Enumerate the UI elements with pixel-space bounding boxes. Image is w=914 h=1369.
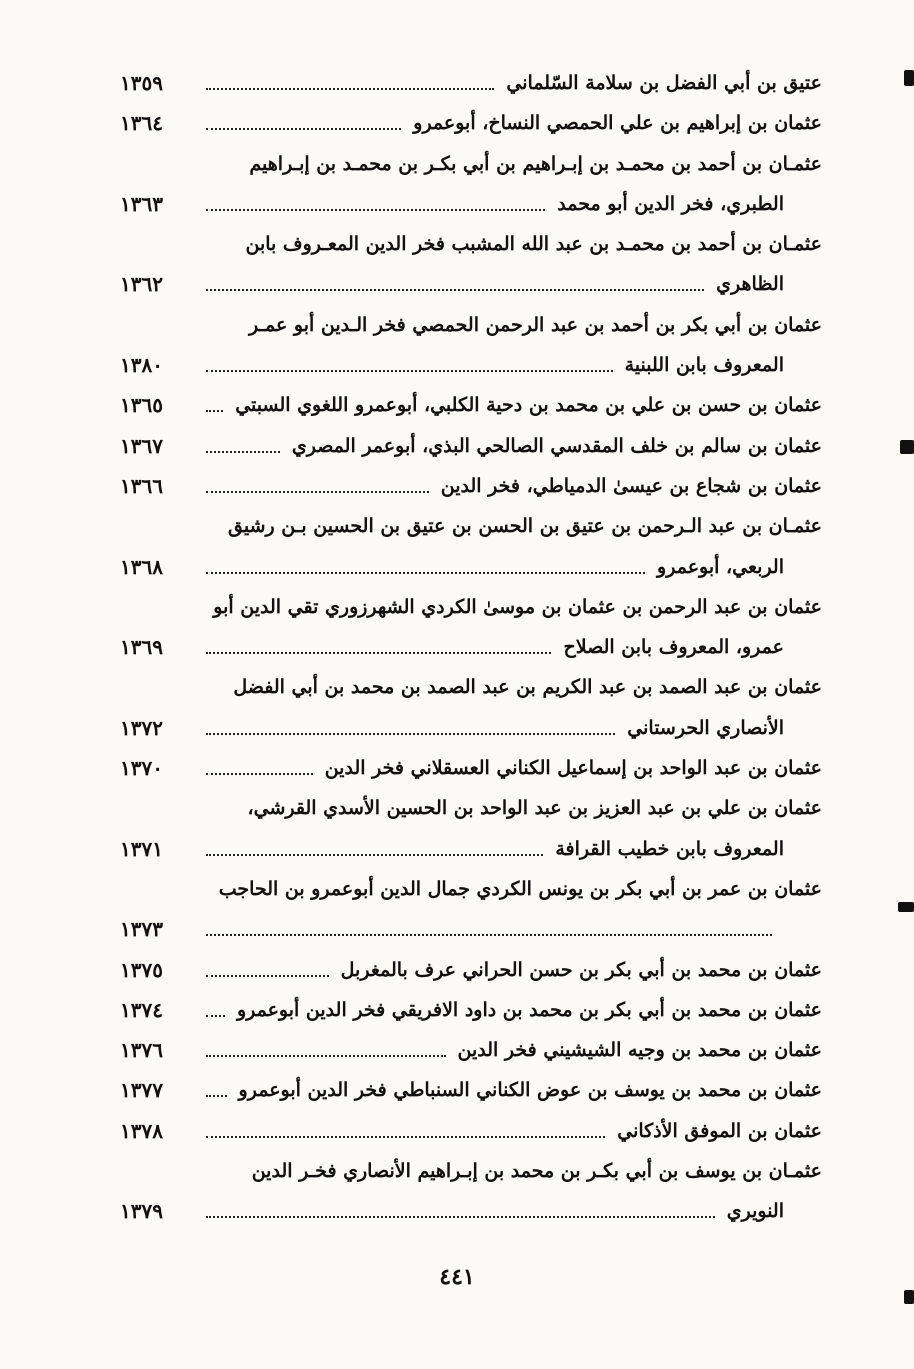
entry-number: ١٣٦٣ <box>120 191 163 216</box>
entry-text: عثمان بن عمر بن أبي بكر بن يونس الكردي جمال الدين أبوعمرو بن الحاجب <box>218 877 822 900</box>
margin-mark <box>898 902 914 912</box>
index-line <box>120 388 822 428</box>
entry-number: ١٣٨٠ <box>120 353 163 378</box>
entry-number: ١٣٦٤ <box>120 111 163 136</box>
index-line <box>120 267 822 307</box>
index-line <box>120 670 822 710</box>
entry-text: عثمان بن محمد بن يوسف بن عوض الكناني السنباطي فخر الدين أبوعمرو <box>238 1079 822 1102</box>
margin-mark <box>904 70 914 86</box>
entry-number: ١٣٧٨ <box>120 1118 163 1143</box>
entry-text: عثمـان بن أحمد بن محمـد بن عبد الله المشبب فخر الدين المعـروف بابن <box>245 233 822 256</box>
index-line <box>120 66 822 106</box>
index-line <box>120 872 822 912</box>
entry-text: عثمان بن أبي بكر بن أحمد بن عبد الرحمن الحمصي فخر الـدين أبو عمـر <box>248 313 822 336</box>
index-line <box>120 429 822 469</box>
dot-leader <box>206 773 313 775</box>
index-line <box>120 993 822 1033</box>
entry-number: ١٣٦٢ <box>120 272 163 297</box>
index-line <box>120 147 822 187</box>
index-line <box>120 630 822 670</box>
entry-number: ١٣٧٤ <box>120 997 163 1022</box>
index-line <box>120 1114 822 1154</box>
entry-text: عثمان بن عبد الواحد بن إسماعيل الكناني العسقلاني فخر الدين <box>324 757 822 780</box>
dot-leader <box>206 934 772 936</box>
dot-leader <box>206 652 551 654</box>
entry-text: عثمان بن علي بن عبد العزيز بن عبد الواحد بن الحسين الأسدي القرشي، <box>247 797 822 820</box>
entry-number: ١٣٥٩ <box>120 71 163 95</box>
index-line <box>120 590 822 630</box>
entry-number: ١٣٧١ <box>120 836 163 861</box>
index-line <box>120 1194 822 1234</box>
dot-leader <box>206 1095 227 1097</box>
index-list <box>120 66 822 1235</box>
index-line <box>120 832 822 872</box>
entry-text: المعروف بابن اللبنية <box>624 354 784 377</box>
dot-leader <box>206 1136 605 1138</box>
entry-text: النويري <box>726 1200 784 1223</box>
dot-leader <box>206 451 280 453</box>
entry-number: ١٣٧٧ <box>120 1078 163 1103</box>
entry-text: عثمـان بن أحمد بن محمـد بن إبـراهيم بن أبي بكـر بن محمـد بن إبـراهيم <box>249 152 822 175</box>
entry-text: عمرو، المعروف بابن الصلاح <box>563 636 784 659</box>
index-line <box>120 1154 822 1194</box>
entry-number: ١٣٦٦ <box>120 473 163 498</box>
entry-text: عثمان بن محمد بن وجيه الشيشيني فخر الدين <box>457 1039 822 1062</box>
entry-number: ١٣٧٩ <box>120 1199 163 1224</box>
dot-leader <box>206 88 494 90</box>
entry-text: عثمان بن عبد الصمد بن عبد الكريم بن عبد الصمد بن محمد بن أبي الفضل <box>233 676 822 699</box>
dot-leader <box>206 733 615 735</box>
entry-number: ١٣٦٩ <box>120 635 163 660</box>
entry-text: عثمان بن الموفق الأذكاني <box>617 1119 822 1142</box>
dot-leader <box>206 289 704 291</box>
entry-number: ١٣٦٥ <box>120 393 163 418</box>
dot-leader <box>206 209 545 211</box>
entry-number: ١٣٦٧ <box>120 433 163 458</box>
entry-number: ١٣٦٨ <box>120 554 163 579</box>
index-line <box>120 711 822 751</box>
entry-text: الربعي، أبوعمرو <box>657 555 784 578</box>
index-line <box>120 791 822 831</box>
index-line <box>120 1033 822 1073</box>
index-line <box>120 1073 822 1113</box>
index-line <box>120 953 822 993</box>
entry-number: ١٣٧٦ <box>120 1038 163 1063</box>
page-number: ٤٤١ <box>439 1264 475 1290</box>
entry-number: ١٣٧٥ <box>120 957 163 982</box>
index-line <box>120 509 822 549</box>
entry-text: الأنصاري الحرستاني <box>627 716 784 739</box>
dot-leader <box>206 854 543 856</box>
entry-text: عثمـان بن عبد الـرحمن بن عتيق بن الحسن بن عتيق بن الحسين بـن رشيق <box>228 515 822 538</box>
index-line <box>120 550 822 590</box>
dot-leader <box>206 410 223 412</box>
entry-number: ١٣٧٠ <box>120 756 163 781</box>
entry-text: عثمان بن عبد الرحمن بن عثمان بن موسىٰ الكردي الشهرزوري تقي الدين أبو <box>213 595 822 618</box>
entry-text: عثمان بن محمد بن أبي بكر بن حسن الحراني عرف بالمغربل <box>340 958 822 981</box>
index-line <box>120 469 822 509</box>
entry-text: الظاهري <box>716 273 784 296</box>
entry-number: ١٣٧٢ <box>120 715 163 740</box>
entry-number: ١٣٧٣ <box>120 917 163 942</box>
dot-leader <box>206 975 329 977</box>
dot-leader <box>206 1216 715 1218</box>
dot-leader <box>206 370 613 372</box>
entry-text: الطبري، فخر الدين أبو محمد <box>557 192 784 215</box>
index-line <box>120 751 822 791</box>
dot-leader <box>206 1015 225 1017</box>
index-line <box>120 348 822 388</box>
margin-mark <box>900 440 914 454</box>
dot-leader <box>206 572 645 574</box>
entry-text: عثمان بن شجاع بن عيسىٰ الدمياطي، فخر الدين <box>440 474 822 497</box>
entry-text: عتيق بن أبي الفضل بن سلامة السّلماني <box>506 72 822 94</box>
dot-leader <box>206 128 401 130</box>
index-line <box>120 912 822 952</box>
index-line <box>120 106 822 146</box>
entry-text: عثمان بن إبراهيم بن علي الحمصي النساخ، أبوعمرو <box>413 112 822 135</box>
entry-text: عثمان بن حسن بن علي بن محمد بن دحية الكلبي، أبوعمرو اللغوي السبتي <box>235 394 822 417</box>
dot-leader <box>206 1055 446 1057</box>
entry-text: عثمـان بن يوسف بن أبي بكـر بن محمد بن إبـراهيم الأنصاري فخـر الدين <box>251 1160 822 1183</box>
index-line <box>120 187 822 227</box>
margin-mark <box>904 1290 914 1304</box>
index-line <box>120 308 822 348</box>
entry-text: المعروف بابن خطيب القرافة <box>555 837 784 860</box>
entry-text: عثمان بن محمد بن أبي بكر بن محمد بن داود الافريقي فخر الدين أبوعمرو <box>236 998 822 1021</box>
entry-text: عثمان بن سالم بن خلف المقدسي الصالحي البذي، أبوعمر المصري <box>291 434 822 457</box>
index-line <box>120 227 822 267</box>
dot-leader <box>206 491 429 493</box>
